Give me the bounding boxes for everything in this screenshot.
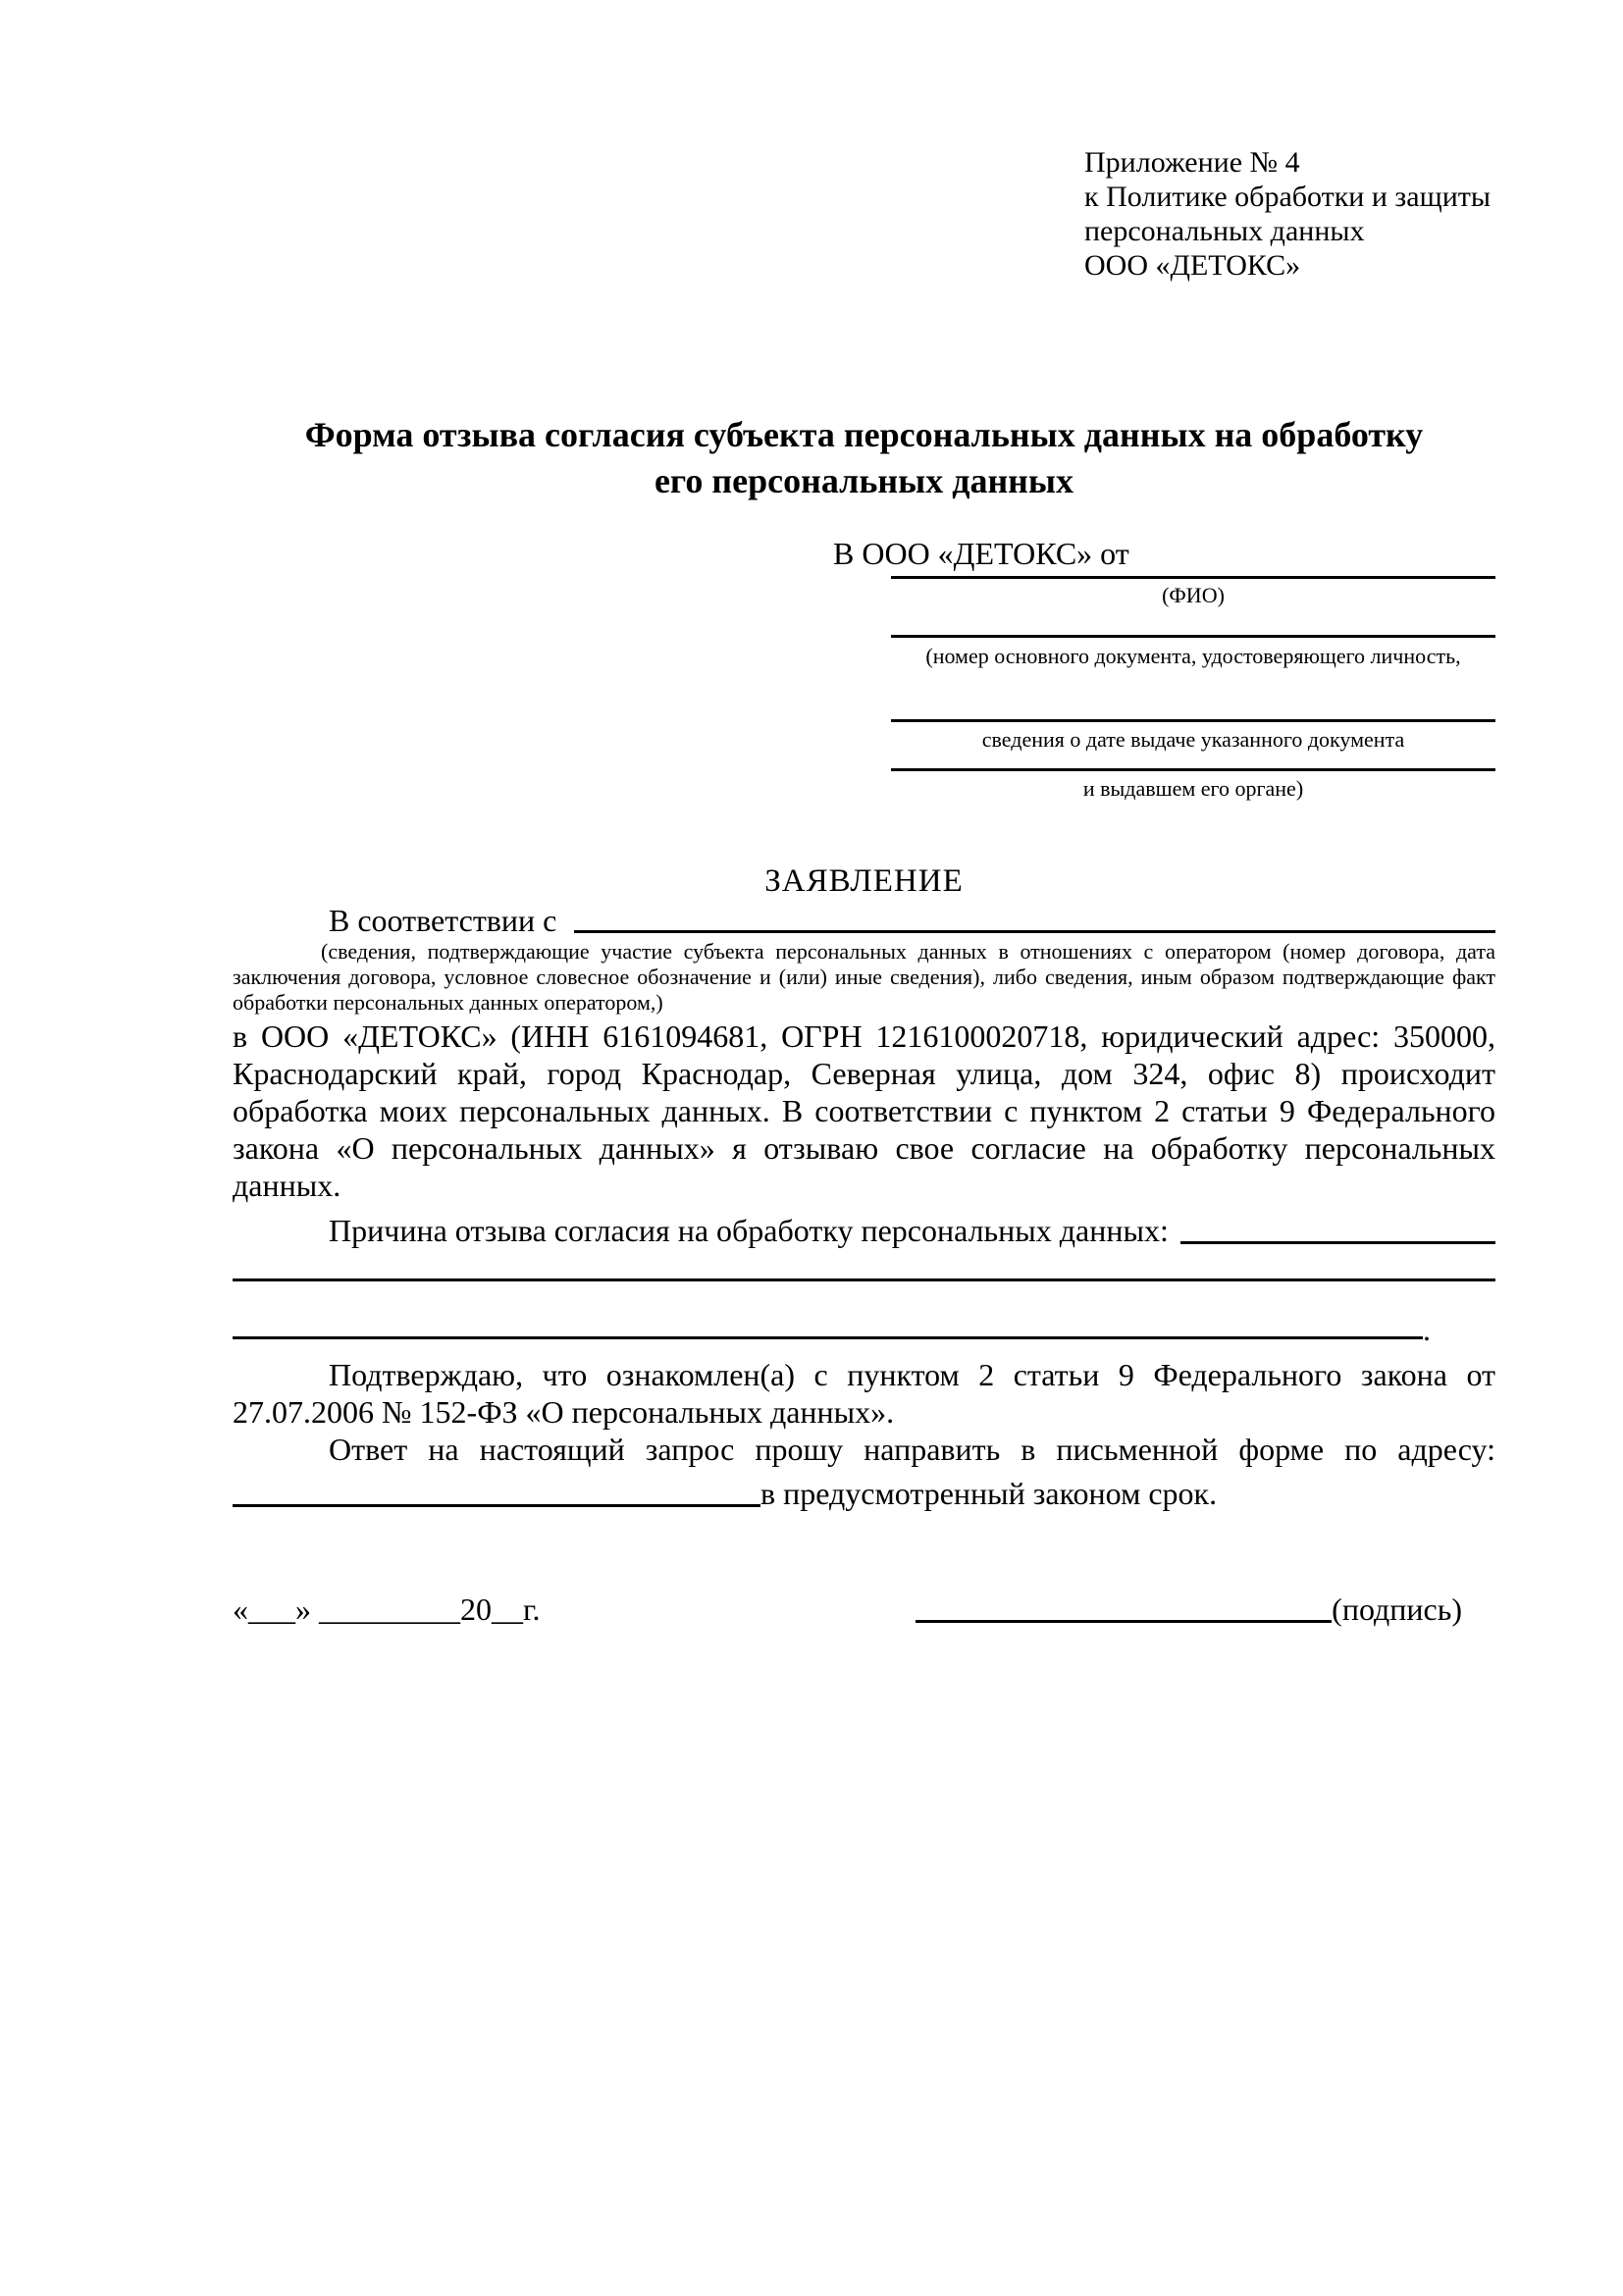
- confirmation-text: Подтверждаю, что ознакомлен(а) с пунктом 2 статьи 9 Федерального закона от 27.07.2006 № 152-ФЗ «О персональных данных».: [233, 1357, 1495, 1430]
- reason-field-line[interactable]: [1180, 1241, 1495, 1244]
- date-field[interactable]: «___» _________20__г.: [233, 1592, 541, 1627]
- basis-row: [233, 904, 1495, 937]
- page-title-line-1: Форма отзыва согласия субъекта персональных данных на обработку: [304, 415, 1424, 454]
- reason-terminator: .: [1423, 1312, 1431, 1347]
- reason-extra-line-2[interactable]: [233, 1336, 1423, 1339]
- reason-extra-line-2-row: [233, 1312, 1495, 1347]
- statement-body: в ООО «ДЕТОКС» (ИНН 6161094681, ОГРН 1216100020718, юридический адрес: 350000, Краснодарский край, город Краснодар, Северная улица, дом 324, офис 8) происходит обработка моих персональных данных. В соответствии с пунктом 2 статьи 9 Федерального закона «О персональных данных» я отзываю свое согласие на обработку персональных данных.: [233, 1018, 1495, 1203]
- appendix-line: к Политике обработки и защиты: [1084, 181, 1492, 213]
- page-title-line-2: его персональных данных: [654, 461, 1074, 500]
- fio-caption: (ФИО): [1162, 583, 1225, 607]
- issue-date-field-line[interactable]: [891, 719, 1495, 722]
- issue-date-caption: сведения о дате выдаче указанного документа: [981, 727, 1405, 752]
- addressee-label: В ООО «ДЕТОКС» от: [833, 536, 1129, 571]
- reply-tail-text: в предусмотренный законом срок.: [760, 1476, 1218, 1511]
- addressee-fields: [891, 576, 1495, 801]
- reason-label: Причина отзыва согласия на обработку персональных данных:: [329, 1213, 1169, 1248]
- page-title: [233, 412, 1495, 504]
- id-document-caption: (номер основного документа, удостоверяющего личность,: [925, 644, 1461, 668]
- issuing-authority-field-line[interactable]: [891, 768, 1495, 771]
- basis-field-line[interactable]: [574, 930, 1495, 933]
- appendix-line: ООО «ДЕТОКС»: [1084, 249, 1301, 282]
- signature-group: [916, 1591, 1462, 1628]
- reason-extra-line-1[interactable]: [233, 1278, 1495, 1281]
- reply-address-field-line[interactable]: [233, 1504, 760, 1507]
- statement-heading: ЗАЯВЛЕНИЕ: [764, 863, 964, 899]
- appendix-block: [1084, 145, 1516, 283]
- signature-caption: (подпись): [1332, 1592, 1462, 1627]
- reason-row: [233, 1212, 1495, 1249]
- signature-field-line[interactable]: [916, 1620, 1332, 1623]
- reply-address-row: [233, 1475, 1495, 1512]
- fine-print-note: (сведения, подтверждающие участие субъекта персональных данных в отношениях с оператором (номер договора, дата заключения договора, условное словесное обозначение и (или) иные сведения), либо сведения, иным образом подтверждающие факт обработки персональных данных оператором,): [233, 939, 1495, 1015]
- basis-label: В соответствии с: [329, 903, 565, 938]
- issuing-authority-caption: и выдавшем его органе): [1082, 776, 1304, 801]
- reply-request-text: Ответ на настоящий запрос прошу направить в письменной форме по адресу:: [329, 1432, 1495, 1467]
- appendix-line: Приложение № 4: [1084, 146, 1300, 179]
- id-document-field-line[interactable]: [891, 635, 1495, 638]
- appendix-line: персональных данных: [1084, 215, 1365, 247]
- footer-row: [233, 1591, 1495, 1628]
- fio-field-line[interactable]: [891, 576, 1495, 579]
